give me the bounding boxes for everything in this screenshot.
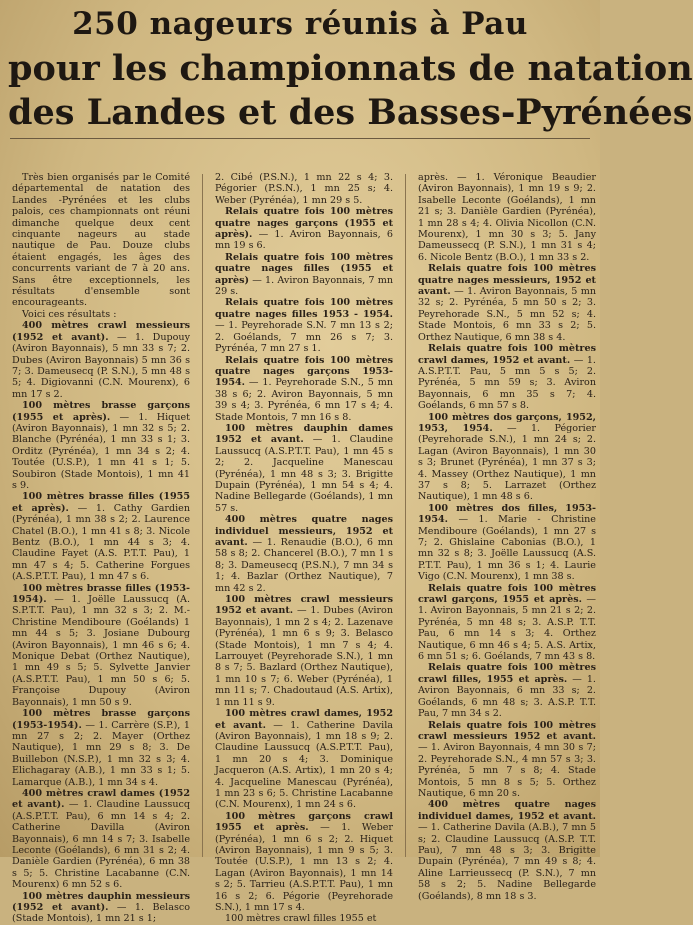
result-paragraph: 100 mètres brasse garçons (1953-1954). — 1. Carrère (S.P.), 1 mn 27 s 2; 2. Mayer (Orthez Nautique), 1 mn 29 s 8; 3. De Buillebon (N.S.P.), 1 mn 32 s 3; 4. Elichagaray (A.B.), 1 mn 33 s 1; 5. Lamarque (A.B.), 1 mn 34 s 4. [12,708,191,788]
headline-rule [10,138,590,139]
result-paragraph: 100 mètres garçons crawl 1955 et après. — 1. Weber (Pyrénéa), 1 mn 6 s 2; 2. Hiquet (Aviron Bayonnais), 1 mn 9 s 5; 3. Toutée (U.S.P.), 1 mn 13 s 2; 4. Lagan (Aviron Bayonnais), 1 mn 14 s 2; 5. Tarrieu (A.S.P.T.T. Pau), 1 mn 16 s 2; 6. Pégorie (Peyrehorade S.N.), 1 mn 17 s 4. [214,810,394,913]
article-body [12,172,596,925]
result-paragraph: 400 mètres crawl messieurs (1952 et avant). — 1. Dupouy (Aviron Bayonnais), 5 mn 33 s 7; 2. Dubes (Aviron Bayonnais) 5 mn 36 s 7; 3. Dameusecq (P. S.N.), 5 mn 48 s 5; 4. Digiovanni (C.N. Mourenx), 6 mn 17 s 2. [12,320,191,400]
result-paragraph: Relais quatre fois 100 mètres quatre nages filles 1953 - 1954. — 1. Peyrehorade S.N. 7 mn 13 s 2; 2. Goélands, 7 mn 26 s 7; 3. Pyrénéa, 7 mn 27 s 1. [214,297,394,355]
result-paragraph: Relais quatre fois 100 mètres quatre nages messieurs, 1952 et avant. — 1. Aviron Bayonnais, 5 mn 32 s; 2. Pyrénéa, 5 mn 50 s 2; 3. Peyrehorade S.N., 5 mn 52 s; 4. Stade Montois, 6 mn 33 s 2; 5. Orthez Nautique, 6 mn 38 s 4. [417,263,596,343]
result-paragraph: 100 mètres dauphin dames 1952 et avant. — 1. Claudine Laussucq (A.S.P.T.T. Pau), 1 mn 45 s 2; 2. Jacqueline Manescau (Pyrénéa), 1 mn 48 s 3; 3. Brigitte Dupain (Pyrénéa), 1 mn 54 s 4; 4. Nadine Bellegarde (Goélands), 1 mn 57 s. [214,422,394,514]
result-paragraph: 400 mètres quatre nages individuel dames, 1952 et avant. — 1. Catherine Davila (A.B.), 7 mn 5 s; 2. Claudine Laussucq (A.S.P. T.T. Pau), 7 mn 48 s 3; 3. Brigitte Dupain (Pyrénéa), 7 mn 49 s 8; 4. Aline Larrieussecq (P. S.N.), 7 mn 58 s 2; 5. Nadine Bellegarde (Goélands), 8 mn 18 s 3. [417,799,596,902]
result-paragraph: 100 mètres dos garçons, 1952, 1953, 1954. — 1. Pégorier (Peyrehorade S.N.), 1 mn 24 s; 2. Lagan (Aviron Bayonnais), 1 mn 30 s 3; Brunet (Pyrénéa), 1 mn 37 s 3; 4. Massey (Orthez Nautique), 1 mn 37 s 8; 5. Larrazet (Orthez Nautique), 1 mn 48 s 6. [417,411,596,503]
result-paragraph: Relais quatre fois 100 mètres quatre nages garçons 1953-1954. — 1. Peyrehorade S.N., 5 mn 38 s 6; 2. Aviron Bayonnais, 5 mn 39 s 4; 3. Pyrénéa, 6 mn 17 s 4; 4. Stade Montois, 7 mn 16 s 8. [214,354,394,423]
headline-line-3: des Landes et des Basses-Pyrénées [8,92,693,134]
result-paragraph: 100 mètres brasse filles (1955 et après). — 1. Cathy Gardien (Pyrénéa), 1 mn 38 s 2; 2. Laurence Chatel (B.O.), 1 mn 41 s 8; 3. Nicole Bentz (B.O.), 1 mn 44 s 3; 4. Claudine Fayet (A.S. P.T.T. Pau), 1 mn 47 s 4; 5. Catherine Forgues (A.S.P.T.T. Pau), 1 mn 47 s 6. [12,491,191,583]
result-paragraph: Relais quatre fois 100 mètres crawl messieurs 1952 et avant. — 1. Aviron Bayonnais, 4 mn 30 s 7; 2. Peyrehorade S.N., 4 mn 57 s 3; 3. Pyrénéa, 5 mn 7 s 8; 4. Stade Montois, 5 mn 8 s 5; 5. Orthez Nautique, 6 mn 20 s. [417,719,596,799]
result-paragraph: 100 mètres brasse filles (1953-1954). — 1. Joëlle Laussucq (A. S.P.T.T. Pau), 1 mn 32 s 3; 2. M.-Christine Mendiboure (Goélands) 1 mn 44 s 5; 3. Josiane Dubourg (Aviron Bayonnais), 1 mn 46 s 6; 4. Monique Debat (Orthez Nautique), 1 mn 49 s 5; 5. Sylvette Janvier (A.S.P.T.T. Pau), 1 mn 50 s 6; 5. Françoise Dupouy (Aviron Bayonnais), 1 mn 50 s 9. [12,582,191,708]
result-paragraph: 2. Cibé (P.S.N.), 1 mn 22 s 4; 3. Pégorier (P.S.N.), 1 mn 25 s; 4. Weber (Pyrénéa), 1 mn 29 s 5. [214,172,394,206]
result-paragraph: après. — 1. Véronique Beaudier (Aviron Bayonnais), 1 mn 19 s 9; 2. Isabelle Leconte (Goélands), 1 mn 21 s; 3. Danièle Gardien (Pyrénéa), 1 mn 28 s 4; 4. Olivia Nicollon (C.N. Mourenx), 1 mn 30 s 3; 5. Jany Dameussecq (P. S.N.), 1 mn 31 s 4; 6. Nicole Bentz (B.O.), 1 mn 33 s 2. [417,172,596,263]
column-divider [405,174,406,857]
result-paragraph: Relais quatre fois 100 mètres crawl filles, 1955 et après. — 1. Aviron Bayonnais, 6 mn 33 s; 2. Goélands, 6 mn 48 s; 3. A.S.P. T.T. Pau, 7 mn 34 s 2. [417,662,596,720]
result-paragraph: 100 mètres dauphin messieurs (1952 et avant). — 1. Belasco (Stade Montois), 1 mn 21 s 1; [12,890,191,925]
result-paragraph: Relais quatre fois 100 mètres crawl garçons, 1955 et après. — 1. Aviron Bayonnais, 5 mn 21 s 2; 2. Pyrénéa, 5 mn 48 s; 3. A.S.P. T.T. Pau, 6 mn 14 s 3; 4. Orthez Nautique, 6 mn 46 s 4; 5. A.S. Artix, 6 mn 51 s; 6. Goélands, 7 mn 43 s 8. [417,582,596,663]
headline-line-2: pour les championnats de natation [8,47,693,89]
result-paragraph: 100 mètres crawl messieurs 1952 et avant. — 1. Dubes (Aviron Bayonnais), 1 mn 2 s 4; 2. Lazenave (Pyrénéa), 1 mn 6 s 9; 3. Belasco (Stade Montois), 1 mn 7 s 4; 4. Larrouyet (Peyrehorade S.N.), 1 mn 8 s 7; 5. Bazlard (Orthez Nautique), 1 mn 10 s 7; 6. Weber (Pyrénéa), 1 mn 11 s; 7. Chadoutaud (A.S. Artix), 1 mn 11 s 9. [214,594,394,708]
article-column-2 [214,172,394,925]
result-paragraph: 100 mètres crawl dames, 1952 et avant. — 1. Catherine Davila (Aviron Bayonnais), 1 mn 18 s 9; 2. Claudine Laussucq (A.S.P.T.T. Pau), 1 mn 20 s 4; 3. Dominique Jacqueron (A.S. Artix), 1 mn 20 s 4; 4. Jacqueline Manescau (Pyrénéa), 1 mn 23 s 6; 5. Christine Lacabanne (C.N. Mourenx), 1 mn 24 s 6. [214,708,394,811]
result-paragraph: Très bien organisés par le Comité départemental de natation des Landes -Pyrénées et les clubs palois, ces championnats ont réuni dimanche quelque deux cent cinquante nageurs au stade nautique de Pau. Douze clubs étaient engagés, les âges des concurrents variant de 7 à 20 ans. Sans être exceptionnels, les résultats d'ensemble sont encourageants. [12,172,191,309]
column-divider [202,174,203,857]
result-paragraph: 100 mètres crawl filles 1955 et [224,913,377,925]
result-paragraph: 400 mètres quatre nages individuel messieurs, 1952 et avant. — 1. Renaudie (B.O.), 6 mn 58 s 8; 2. Chancerel (B.O.), 7 mn 1 s 8; 3. Dameusecq (P.S.N.), 7 mn 34 s 1; 4. Bazlar (Orthez Nautique), 7 mn 42 s 2. [214,514,394,594]
result-paragraph: Relais quatre fois 100 mètres crawl dames, 1952 et avant. — 1. A.S.P.T.T. Pau, 5 mn 5 s 5; 2. Pyrénéa, 5 mn 59 s; 3. Aviron Bayonnais, 6 mn 35 s 7; 4. Goélands, 6 mn 57 s 8. [417,343,596,412]
article-column-1 [12,172,191,925]
result-paragraph: Relais quatre fois 100 mètres quatre nages filles (1955 et après) — 1. Aviron Bayonnais, 7 mn 29 s. [214,251,394,298]
result-paragraph: 400 mètres crawl dames (1952 et avant). — 1. Claudine Laussucq (A.S.P.T.T. Pau), 6 mn 14 s 4; 2. Catherine Davilla (Aviron Bayonnais), 6 mn 14 s 7; 3. Isabelle Leconte (Goélands), 6 mn 31 s 2; 4. Danièle Gardien (Pyrénéa), 6 mn 38 s 5; 5. Christine Lacabanne (C.N. Mourenx) 6 mn 52 s 6. [12,787,191,891]
result-paragraph: 100 mètres dos filles, 1953-1954. — 1. Marie - Christine Mendiboure (Goélands), 1 mn 27 s 7; 2. Ghislaine Cabonias (B.O.), 1 mn 32 s 8; 3. Joëlle Laussucq (A.S. P.T.T. Pau), 1 mn 36 s 1; 4. Laurie Vigo (C.N. Mourenx), 1 mn 38 s. [417,502,596,583]
headline-line-1: 250 nageurs réunis à Pau [72,6,528,42]
result-paragraph: Relais quatre fois 100 mètres quatre nages garçons (1955 et après). — 1. Aviron Bayonnais, 6 mn 19 s 6. [214,206,394,252]
result-paragraph: Voici ces résultats : [22,308,117,320]
article-column-3 [417,172,596,902]
result-paragraph: 100 mètres brasse garçons (1955 et après). — 1. Hiquet (Aviron Bayonnais), 1 mn 32 s 5; 2. Blanche (Pyrénéa), 1 mn 33 s 1; 3. Orditz (Pyrénéa), 1 mn 34 s 2; 4. Toutée (U.S.P.), 1 mn 41 s 1; 5. Soubiron (Stade Montois), 1 mn 41 s 9. [12,400,191,491]
